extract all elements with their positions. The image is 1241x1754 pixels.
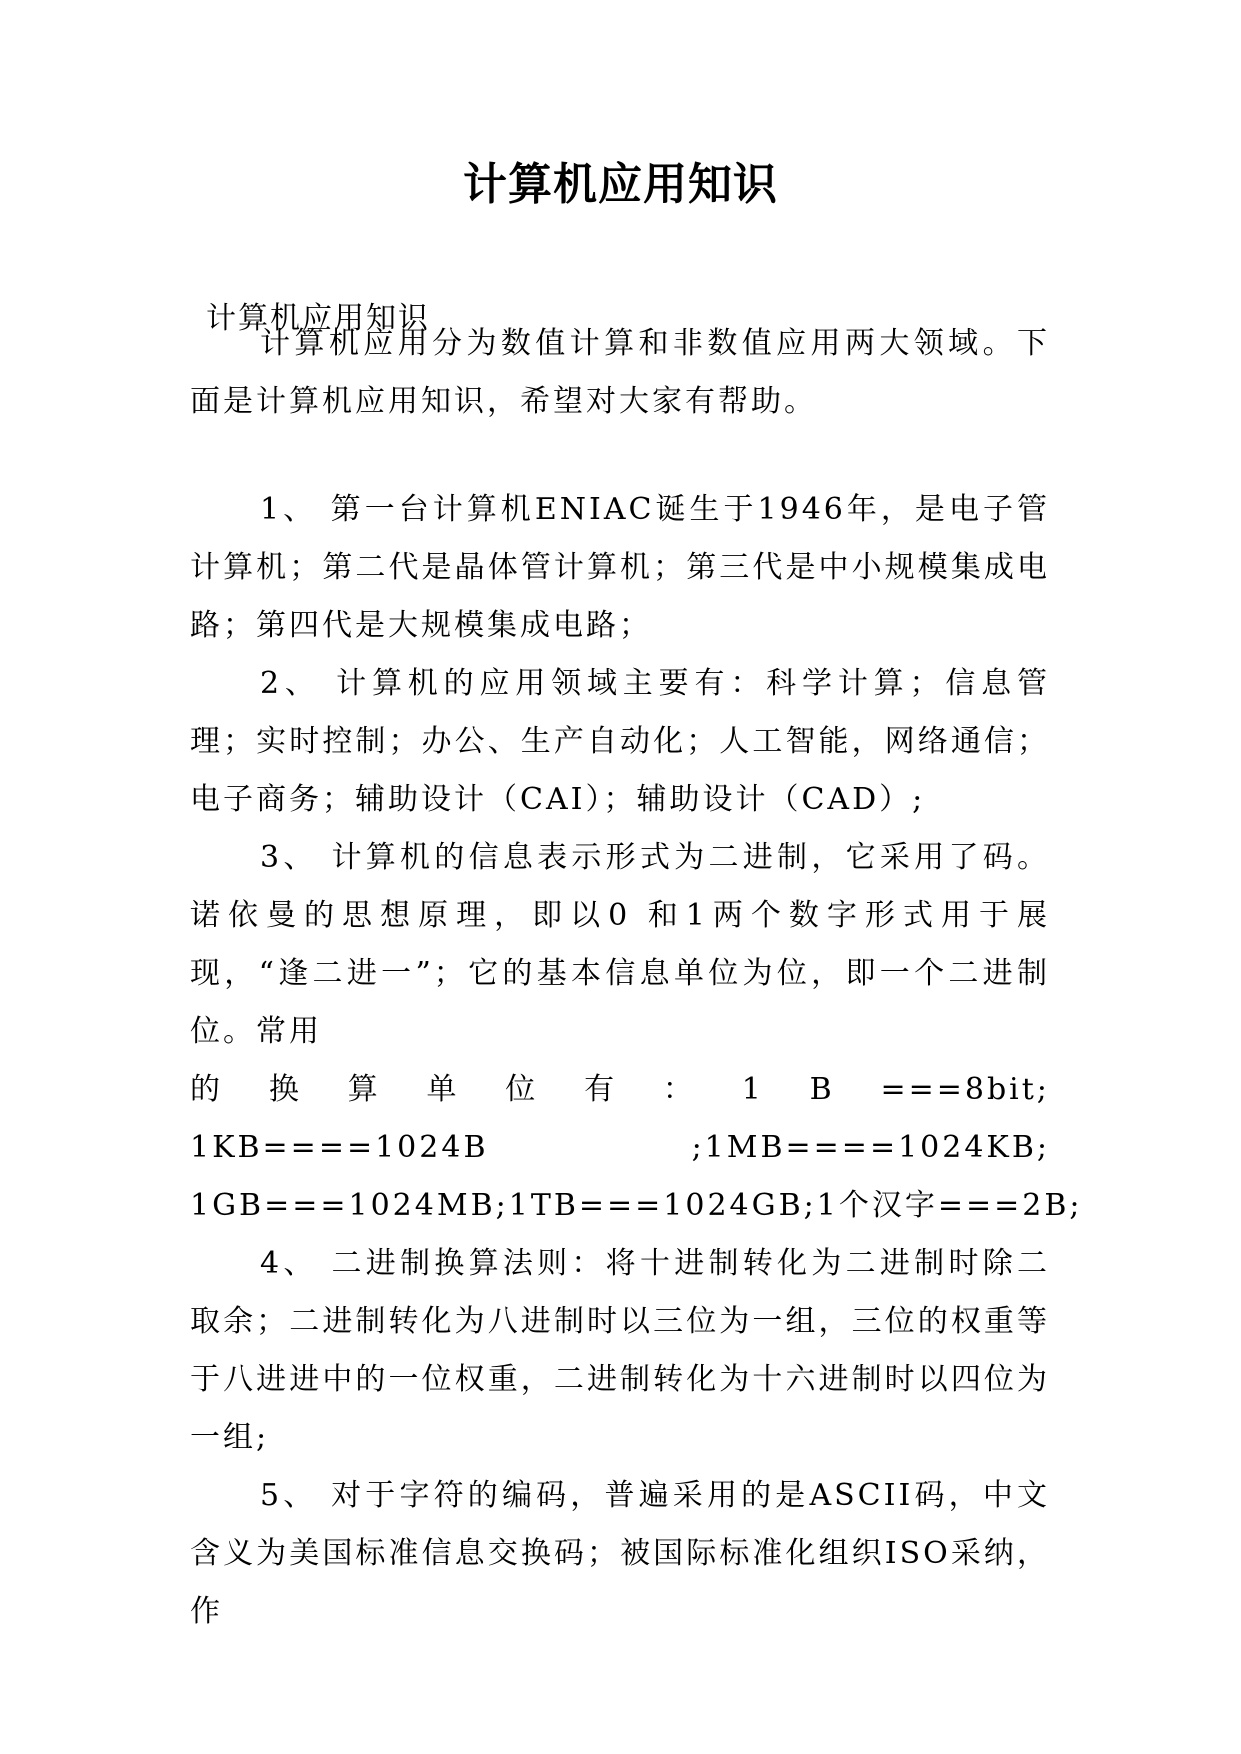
document-title: 计算机应用知识 bbox=[463, 159, 778, 210]
intro-paragraph: 计算机应用分为数值计算和非数值应用两大领域。下面是计算机应用知识，希望对大家有帮助。 bbox=[190, 326, 1050, 419]
item-2-paragraph: 2、 计算机的应用领域主要有：科学计算；信息管理；实时控制；办公、生产自动化；人工智能，网络通信；电子商务；辅助设计（CAI）；辅助设计（CAD）; bbox=[190, 666, 1050, 817]
item-3-units-line-3: 1GB===1024MB;1TB===1024GB;1个汉字===2B; bbox=[190, 1188, 1083, 1223]
units-word: 换 bbox=[268, 1072, 302, 1107]
units-mb: ;1MB====1024KB; bbox=[691, 1130, 1050, 1165]
units-word: 单 bbox=[426, 1072, 460, 1107]
item-5-paragraph: 5、 对于字符的编码，普遍采用的是ASCII码，中文含义为美国标准信息交换码；被国际标准化组织ISO采纳，作 bbox=[190, 1478, 1050, 1629]
item-3-units-line-2 bbox=[190, 1119, 1050, 1177]
item-3-paragraph: 3、 计算机的信息表示形式为二进制，它采用了码。诺依曼的思想原理，即以0 和1两个数字形式用于展现，“逢二进一”；它的基本信息单位为位，即一个二进制位。常用 bbox=[190, 840, 1050, 1049]
document-body bbox=[190, 315, 1083, 1641]
item-4-paragraph: 4、 二进制换算法则：将十进制转化为二进制时除二取余；二进制转化为八进制时以三位为一组，三位的权重等于八进进中的一位权重，二进制转化为十六进制时以四位为一组; bbox=[190, 1246, 1050, 1455]
units-word: 有 bbox=[584, 1072, 618, 1107]
item-3-units-line bbox=[190, 1061, 1050, 1119]
paragraph-gap bbox=[190, 431, 1050, 481]
units-word: 算 bbox=[347, 1072, 381, 1107]
units-word: 位 bbox=[505, 1072, 539, 1107]
units-word: B bbox=[809, 1072, 835, 1107]
units-word: ： bbox=[662, 1072, 696, 1107]
document-subtitle: 计算机应用知识 bbox=[206, 301, 430, 336]
units-word: 的 bbox=[190, 1072, 223, 1107]
units-kb: 1KB====1024B bbox=[190, 1130, 489, 1165]
units-word: ===8bit; bbox=[880, 1072, 1050, 1107]
units-word: 1 bbox=[741, 1072, 764, 1107]
item-1-paragraph: 1、 第一台计算机ENIAC诞生于1946年，是电子管计算机；第二代是晶体管计算机；第三代是中小规模集成电路；第四代是大规模集成电路； bbox=[190, 492, 1050, 643]
